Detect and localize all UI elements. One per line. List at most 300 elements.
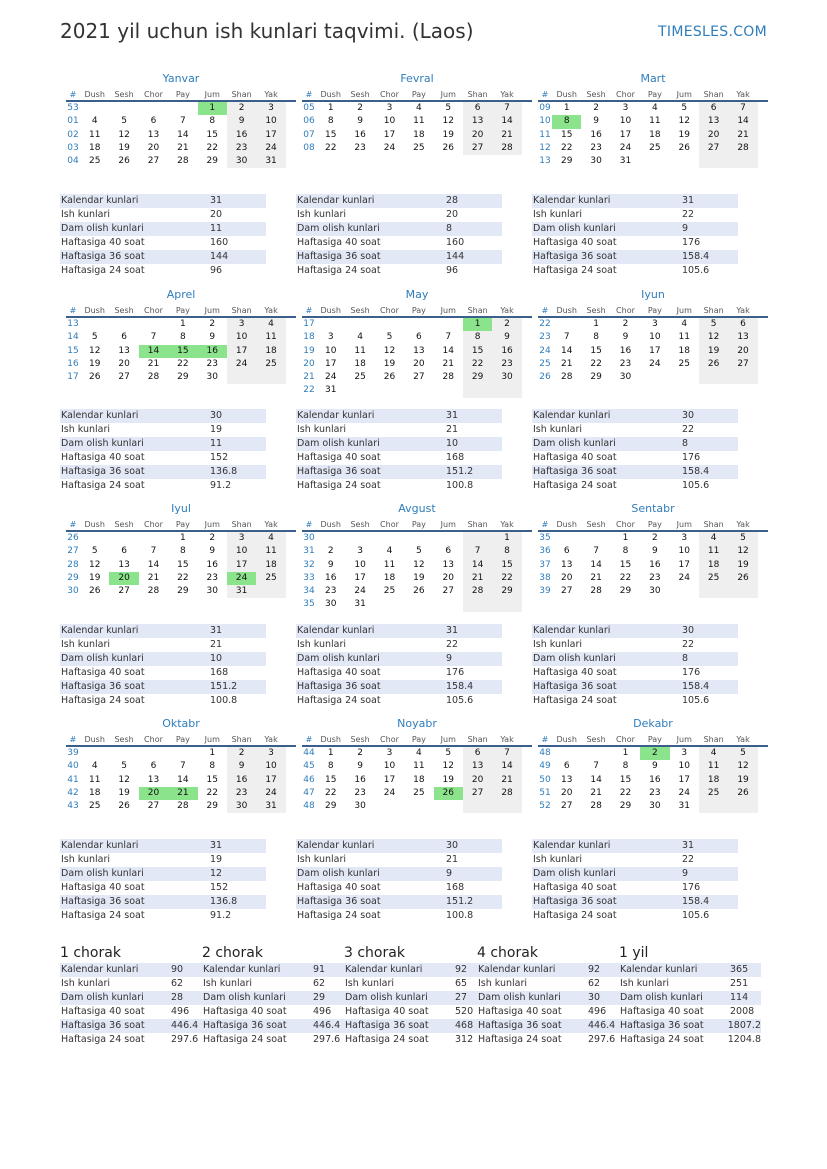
day-cell[interactable]: 25 xyxy=(256,572,285,585)
day-cell[interactable]: 12 xyxy=(118,129,130,140)
day-cell[interactable]: 27 xyxy=(560,801,573,812)
day-cell[interactable]: 15 xyxy=(206,774,218,785)
day-cell[interactable]: 19 xyxy=(442,774,454,785)
day-cell[interactable]: 18 xyxy=(649,129,661,140)
day-cell[interactable]: 28 xyxy=(492,787,521,800)
day-cell[interactable]: 9 xyxy=(652,761,658,772)
day-cell[interactable]: 17 xyxy=(383,129,396,140)
day-cell[interactable]: 20 xyxy=(463,774,492,787)
day-cell[interactable]: 10 xyxy=(354,559,366,570)
day-cell[interactable]: 29 xyxy=(324,801,337,812)
day-cell[interactable]: 6 xyxy=(463,102,492,115)
day-cell[interactable]: 12 xyxy=(728,760,757,773)
day-cell[interactable]: 21 xyxy=(590,787,602,798)
day-cell[interactable]: 5 xyxy=(728,532,757,545)
day-cell[interactable]: 18 xyxy=(256,345,285,358)
day-cell[interactable]: 13 xyxy=(728,331,757,344)
day-cell[interactable]: 27 xyxy=(463,142,492,155)
day-cell[interactable]: 26 xyxy=(383,372,396,383)
day-cell[interactable]: 10 xyxy=(619,116,632,127)
day-cell[interactable]: 12 xyxy=(699,331,728,344)
day-cell[interactable]: 13 xyxy=(118,559,130,570)
day-cell[interactable]: 22 xyxy=(206,787,218,798)
day-cell[interactable]: 27 xyxy=(413,372,425,383)
day-cell[interactable]: 30 xyxy=(649,801,661,812)
day-cell[interactable]: 14 xyxy=(139,345,168,358)
day-cell[interactable]: 2 xyxy=(492,318,521,331)
day-cell[interactable]: 27 xyxy=(147,801,160,812)
day-cell[interactable]: 6 xyxy=(150,761,157,772)
day-cell[interactable]: 21 xyxy=(492,129,521,142)
day-cell[interactable]: 20 xyxy=(442,572,454,583)
day-cell[interactable]: 7 xyxy=(150,332,157,343)
day-cell[interactable]: 12 xyxy=(413,559,425,570)
day-cell[interactable]: 1 xyxy=(327,103,334,113)
day-cell[interactable]: 4 xyxy=(256,532,285,545)
day-cell[interactable]: 5 xyxy=(91,546,98,557)
day-cell[interactable]: 22 xyxy=(590,358,602,369)
day-cell[interactable]: 1 xyxy=(327,748,334,758)
day-cell[interactable]: 26 xyxy=(442,142,454,153)
day-cell[interactable]: 7 xyxy=(445,332,452,343)
day-cell[interactable]: 1 xyxy=(209,748,216,758)
day-cell[interactable]: 12 xyxy=(442,116,454,127)
day-cell[interactable]: 15 xyxy=(590,345,602,356)
day-cell[interactable]: 21 xyxy=(590,572,602,583)
day-cell[interactable]: 3 xyxy=(227,532,256,545)
day-cell[interactable]: 30 xyxy=(324,599,337,610)
day-cell[interactable]: 2 xyxy=(209,533,216,543)
day-cell[interactable]: 10 xyxy=(256,115,285,128)
day-cell[interactable]: 26 xyxy=(699,358,728,371)
day-cell[interactable]: 13 xyxy=(699,115,728,128)
day-cell[interactable]: 27 xyxy=(118,586,130,597)
day-cell[interactable]: 8 xyxy=(327,116,334,127)
day-cell[interactable]: 22 xyxy=(463,358,492,371)
day-cell[interactable]: 27 xyxy=(560,586,573,597)
day-cell[interactable]: 8 xyxy=(209,761,216,772)
day-cell[interactable]: 6 xyxy=(563,761,570,772)
day-cell[interactable]: 17 xyxy=(383,774,396,785)
day-cell[interactable]: 30 xyxy=(590,156,602,167)
day-cell[interactable]: 24 xyxy=(324,372,337,383)
day-cell[interactable]: 4 xyxy=(357,332,363,343)
day-cell[interactable]: 6 xyxy=(463,747,492,760)
day-cell[interactable]: 5 xyxy=(121,116,127,127)
day-cell[interactable]: 26 xyxy=(413,586,425,597)
day-cell[interactable]: 31 xyxy=(678,801,690,812)
day-cell[interactable]: 18 xyxy=(88,142,101,153)
day-cell[interactable]: 7 xyxy=(180,116,186,127)
day-cell[interactable]: 10 xyxy=(227,545,256,558)
day-cell[interactable]: 29 xyxy=(177,372,189,383)
day-cell[interactable]: 9 xyxy=(357,116,363,127)
day-cell[interactable]: 7 xyxy=(563,332,570,343)
day-cell[interactable]: 24 xyxy=(678,572,690,583)
day-cell[interactable]: 18 xyxy=(699,774,728,787)
day-cell[interactable]: 5 xyxy=(445,748,452,758)
day-cell[interactable]: 10 xyxy=(678,761,690,772)
day-cell[interactable]: 16 xyxy=(206,559,218,570)
day-cell[interactable]: 12 xyxy=(118,774,130,785)
day-cell[interactable]: 2 xyxy=(227,747,256,760)
day-cell[interactable]: 2 xyxy=(622,319,629,329)
day-cell[interactable]: 12 xyxy=(442,761,454,772)
day-cell[interactable]: 18 xyxy=(413,129,425,140)
day-cell[interactable]: 29 xyxy=(560,156,573,167)
day-cell[interactable]: 27 xyxy=(442,586,454,597)
day-cell[interactable]: 19 xyxy=(118,142,130,153)
day-cell[interactable]: 15 xyxy=(492,559,521,572)
day-cell[interactable]: 29 xyxy=(619,801,632,812)
day-cell[interactable]: 21 xyxy=(560,358,573,369)
day-cell[interactable]: 7 xyxy=(728,102,757,115)
day-cell[interactable]: 26 xyxy=(728,572,757,585)
day-cell[interactable]: 9 xyxy=(357,761,363,772)
day-cell[interactable]: 27 xyxy=(147,156,160,167)
day-cell[interactable]: 24 xyxy=(256,142,285,155)
day-cell[interactable]: 31 xyxy=(256,155,285,168)
day-cell[interactable]: 3 xyxy=(227,318,256,331)
day-cell[interactable]: 17 xyxy=(619,129,632,140)
day-cell[interactable]: 9 xyxy=(227,115,256,128)
day-cell[interactable]: 26 xyxy=(118,156,130,167)
day-cell[interactable]: 25 xyxy=(413,787,425,798)
day-cell[interactable]: 4 xyxy=(699,747,728,760)
day-cell[interactable]: 16 xyxy=(590,129,602,140)
day-cell[interactable]: 20 xyxy=(560,572,573,583)
day-cell[interactable]: 18 xyxy=(383,572,396,583)
day-cell[interactable]: 13 xyxy=(118,345,130,356)
day-cell[interactable]: 22 xyxy=(492,572,521,585)
day-cell[interactable]: 19 xyxy=(728,774,757,787)
day-cell[interactable]: 2 xyxy=(227,102,256,115)
day-cell[interactable]: 22 xyxy=(619,572,632,583)
day-cell[interactable]: 15 xyxy=(324,129,337,140)
day-cell[interactable]: 9 xyxy=(652,546,658,557)
day-cell[interactable]: 23 xyxy=(354,787,366,798)
day-cell[interactable]: 3 xyxy=(652,319,658,329)
day-cell[interactable]: 29 xyxy=(177,586,189,597)
day-cell[interactable]: 14 xyxy=(177,774,189,785)
day-cell[interactable]: 14 xyxy=(492,115,521,128)
day-cell[interactable]: 3 xyxy=(327,332,334,343)
day-cell[interactable]: 20 xyxy=(118,358,130,369)
day-cell[interactable]: 14 xyxy=(492,760,521,773)
day-cell[interactable]: 13 xyxy=(560,559,573,570)
day-cell[interactable]: 30 xyxy=(649,586,661,597)
day-cell[interactable]: 5 xyxy=(699,318,728,331)
day-cell[interactable]: 3 xyxy=(256,747,285,760)
day-cell[interactable]: 1 xyxy=(563,103,570,113)
day-cell[interactable]: 27 xyxy=(699,142,728,155)
day-cell[interactable]: 28 xyxy=(728,142,757,155)
day-cell[interactable]: 16 xyxy=(492,345,521,358)
day-cell[interactable]: 23 xyxy=(324,586,337,597)
day-cell[interactable]: 6 xyxy=(121,332,127,343)
day-cell[interactable]: 18 xyxy=(413,774,425,785)
day-cell[interactable]: 5 xyxy=(416,546,422,557)
day-cell[interactable]: 19 xyxy=(678,129,690,140)
day-cell[interactable]: 28 xyxy=(442,372,454,383)
day-cell[interactable]: 19 xyxy=(442,129,454,140)
day-cell[interactable]: 6 xyxy=(445,546,452,557)
day-cell[interactable]: 14 xyxy=(442,345,454,356)
day-cell[interactable]: 13 xyxy=(147,129,160,140)
day-cell[interactable]: 22 xyxy=(177,358,189,369)
day-cell[interactable]: 23 xyxy=(354,142,366,153)
day-cell[interactable]: 20 xyxy=(109,572,138,585)
day-cell[interactable]: 15 xyxy=(324,774,337,785)
day-cell[interactable]: 11 xyxy=(383,559,396,570)
day-cell[interactable]: 24 xyxy=(383,142,396,153)
day-cell[interactable]: 17 xyxy=(678,774,690,785)
day-cell[interactable]: 20 xyxy=(139,787,168,800)
day-cell[interactable]: 26 xyxy=(88,586,101,597)
day-cell[interactable]: 20 xyxy=(413,358,425,369)
day-cell[interactable]: 9 xyxy=(622,332,629,343)
day-cell[interactable]: 17 xyxy=(649,345,661,356)
day-cell[interactable]: 16 xyxy=(227,129,256,142)
day-cell[interactable]: 23 xyxy=(649,787,661,798)
day-cell[interactable]: 18 xyxy=(88,787,101,798)
day-cell[interactable]: 30 xyxy=(227,800,256,813)
day-cell[interactable]: 3 xyxy=(681,533,688,543)
day-cell[interactable]: 24 xyxy=(227,572,256,585)
day-cell[interactable]: 8 xyxy=(622,546,629,557)
day-cell[interactable]: 25 xyxy=(383,586,396,597)
day-cell[interactable]: 26 xyxy=(728,787,757,800)
day-cell[interactable]: 6 xyxy=(416,332,422,343)
day-cell[interactable]: 12 xyxy=(88,559,101,570)
day-cell[interactable]: 15 xyxy=(168,345,197,358)
day-cell[interactable]: 16 xyxy=(354,774,366,785)
day-cell[interactable]: 9 xyxy=(209,546,216,557)
day-cell[interactable]: 19 xyxy=(88,572,101,583)
day-cell[interactable]: 20 xyxy=(728,345,757,358)
day-cell[interactable]: 11 xyxy=(256,331,285,344)
day-cell[interactable]: 15 xyxy=(177,559,189,570)
day-cell[interactable]: 25 xyxy=(678,358,690,369)
day-cell[interactable]: 24 xyxy=(649,358,661,369)
day-cell[interactable]: 17 xyxy=(354,572,366,583)
day-cell[interactable]: 25 xyxy=(413,142,425,153)
day-cell[interactable]: 8 xyxy=(209,116,216,127)
day-cell[interactable]: 22 xyxy=(177,572,189,583)
day-cell[interactable]: 4 xyxy=(652,103,658,113)
day-cell[interactable]: 31 xyxy=(619,156,632,167)
day-cell[interactable]: 8 xyxy=(180,546,186,557)
day-cell[interactable]: 20 xyxy=(463,129,492,142)
day-cell[interactable]: 6 xyxy=(563,546,570,557)
day-cell[interactable]: 25 xyxy=(256,358,285,371)
day-cell[interactable]: 15 xyxy=(560,129,573,140)
day-cell[interactable]: 11 xyxy=(256,545,285,558)
day-cell[interactable]: 23 xyxy=(590,142,602,153)
day-cell[interactable]: 2 xyxy=(209,319,216,329)
day-cell[interactable]: 10 xyxy=(383,116,396,127)
day-cell[interactable]: 7 xyxy=(593,546,599,557)
day-cell[interactable]: 29 xyxy=(206,156,218,167)
day-cell[interactable]: 1 xyxy=(593,319,599,329)
day-cell[interactable]: 21 xyxy=(463,572,492,585)
day-cell[interactable]: 12 xyxy=(383,345,396,356)
day-cell[interactable]: 28 xyxy=(590,801,602,812)
day-cell[interactable]: 7 xyxy=(180,761,186,772)
day-cell[interactable]: 23 xyxy=(649,572,661,583)
day-cell[interactable]: 4 xyxy=(386,546,393,557)
day-cell[interactable]: 25 xyxy=(354,372,366,383)
day-cell[interactable]: 31 xyxy=(354,599,366,610)
day-cell[interactable]: 8 xyxy=(463,331,492,344)
day-cell[interactable]: 19 xyxy=(383,358,396,369)
day-cell[interactable]: 7 xyxy=(492,102,521,115)
day-cell[interactable]: 14 xyxy=(590,559,602,570)
day-cell[interactable]: 28 xyxy=(492,142,521,155)
day-cell[interactable]: 30 xyxy=(619,372,632,383)
day-cell[interactable]: 22 xyxy=(206,142,218,153)
day-cell[interactable]: 11 xyxy=(678,332,690,343)
day-cell[interactable]: 3 xyxy=(386,748,393,758)
day-cell[interactable]: 30 xyxy=(206,372,218,383)
day-cell[interactable]: 27 xyxy=(118,372,130,383)
day-cell[interactable]: 12 xyxy=(88,345,101,356)
day-cell[interactable]: 8 xyxy=(552,115,581,128)
day-cell[interactable]: 3 xyxy=(256,102,285,115)
day-cell[interactable]: 14 xyxy=(147,559,160,570)
day-cell[interactable]: 10 xyxy=(678,546,690,557)
day-cell[interactable]: 30 xyxy=(227,155,256,168)
day-cell[interactable]: 28 xyxy=(147,372,160,383)
day-cell[interactable]: 10 xyxy=(383,761,396,772)
day-cell[interactable]: 18 xyxy=(699,559,728,572)
day-cell[interactable]: 1 xyxy=(463,318,492,331)
day-cell[interactable]: 13 xyxy=(413,345,425,356)
day-cell[interactable]: 30 xyxy=(492,371,521,384)
day-cell[interactable]: 18 xyxy=(256,559,285,572)
day-cell[interactable]: 29 xyxy=(463,371,492,384)
day-cell[interactable]: 9 xyxy=(593,116,599,127)
day-cell[interactable]: 9 xyxy=(492,331,521,344)
day-cell[interactable]: 22 xyxy=(324,142,337,153)
day-cell[interactable]: 13 xyxy=(147,774,160,785)
day-cell[interactable]: 29 xyxy=(492,585,521,598)
day-cell[interactable]: 21 xyxy=(177,142,189,153)
day-cell[interactable]: 17 xyxy=(256,774,285,787)
day-cell[interactable]: 4 xyxy=(681,319,688,329)
day-cell[interactable]: 12 xyxy=(678,116,690,127)
day-cell[interactable]: 23 xyxy=(206,572,218,583)
day-cell[interactable]: 28 xyxy=(560,372,573,383)
day-cell[interactable]: 15 xyxy=(619,559,632,570)
day-cell[interactable]: 16 xyxy=(354,129,366,140)
day-cell[interactable]: 29 xyxy=(590,372,602,383)
day-cell[interactable]: 17 xyxy=(678,559,690,570)
day-cell[interactable]: 14 xyxy=(463,559,492,572)
day-cell[interactable]: 16 xyxy=(227,774,256,787)
day-cell[interactable]: 22 xyxy=(324,787,337,798)
day-cell[interactable]: 23 xyxy=(227,787,256,800)
day-cell[interactable]: 9 xyxy=(209,332,216,343)
day-cell[interactable]: 5 xyxy=(728,747,757,760)
day-cell[interactable]: 23 xyxy=(619,358,632,369)
day-cell[interactable]: 5 xyxy=(121,761,127,772)
day-cell[interactable]: 28 xyxy=(177,156,189,167)
day-cell[interactable]: 31 xyxy=(227,585,256,598)
day-cell[interactable]: 26 xyxy=(434,787,463,800)
day-cell[interactable]: 21 xyxy=(147,358,160,369)
day-cell[interactable]: 15 xyxy=(206,129,218,140)
day-cell[interactable]: 31 xyxy=(324,385,337,396)
day-cell[interactable]: 4 xyxy=(699,532,728,545)
day-cell[interactable]: 24 xyxy=(256,787,285,800)
day-cell[interactable]: 25 xyxy=(88,156,101,167)
day-cell[interactable]: 2 xyxy=(327,546,334,557)
day-cell[interactable]: 6 xyxy=(699,102,728,115)
day-cell[interactable]: 2 xyxy=(652,533,658,543)
day-cell[interactable]: 11 xyxy=(413,761,425,772)
day-cell[interactable]: 14 xyxy=(560,345,573,356)
day-cell[interactable]: 8 xyxy=(622,761,629,772)
day-cell[interactable]: 21 xyxy=(147,572,160,583)
day-cell[interactable]: 6 xyxy=(150,116,157,127)
day-cell[interactable]: 4 xyxy=(91,761,98,772)
day-cell[interactable]: 8 xyxy=(593,332,599,343)
day-cell[interactable]: 21 xyxy=(492,774,521,787)
day-cell[interactable]: 13 xyxy=(463,115,492,128)
day-cell[interactable]: 24 xyxy=(354,586,366,597)
day-cell[interactable]: 25 xyxy=(88,801,101,812)
day-cell[interactable]: 11 xyxy=(88,774,101,785)
day-cell[interactable]: 25 xyxy=(699,787,728,800)
day-cell[interactable]: 2 xyxy=(357,103,363,113)
day-cell[interactable]: 19 xyxy=(413,572,425,583)
day-cell[interactable]: 11 xyxy=(88,129,101,140)
brand-link[interactable]: TIMESLES.COM xyxy=(658,24,767,40)
day-cell[interactable]: 23 xyxy=(492,358,521,371)
day-cell[interactable]: 20 xyxy=(147,142,160,153)
day-cell[interactable]: 11 xyxy=(699,545,728,558)
day-cell[interactable]: 3 xyxy=(386,103,393,113)
day-cell[interactable]: 19 xyxy=(699,345,728,358)
day-cell[interactable]: 23 xyxy=(227,142,256,155)
day-cell[interactable]: 13 xyxy=(560,774,573,785)
day-cell[interactable]: 25 xyxy=(649,142,661,153)
day-cell[interactable]: 25 xyxy=(699,572,728,585)
day-cell[interactable]: 24 xyxy=(227,358,256,371)
day-cell[interactable]: 4 xyxy=(256,318,285,331)
day-cell[interactable]: 15 xyxy=(463,345,492,358)
day-cell[interactable]: 5 xyxy=(445,103,452,113)
day-cell[interactable]: 10 xyxy=(324,345,337,356)
day-cell[interactable]: 20 xyxy=(560,787,573,798)
day-cell[interactable]: 29 xyxy=(206,801,218,812)
day-cell[interactable]: 14 xyxy=(590,774,602,785)
day-cell[interactable]: 16 xyxy=(198,345,227,358)
day-cell[interactable]: 28 xyxy=(147,586,160,597)
day-cell[interactable]: 14 xyxy=(177,129,189,140)
day-cell[interactable]: 19 xyxy=(118,787,130,798)
day-cell[interactable]: 11 xyxy=(649,116,661,127)
day-cell[interactable]: 21 xyxy=(442,358,454,369)
day-cell[interactable]: 4 xyxy=(416,748,422,758)
day-cell[interactable]: 30 xyxy=(206,586,218,597)
day-cell[interactable]: 17 xyxy=(227,559,256,572)
day-cell[interactable]: 27 xyxy=(728,358,757,371)
day-cell[interactable]: 1 xyxy=(180,319,186,329)
day-cell[interactable]: 24 xyxy=(678,787,690,798)
day-cell[interactable]: 7 xyxy=(593,761,599,772)
